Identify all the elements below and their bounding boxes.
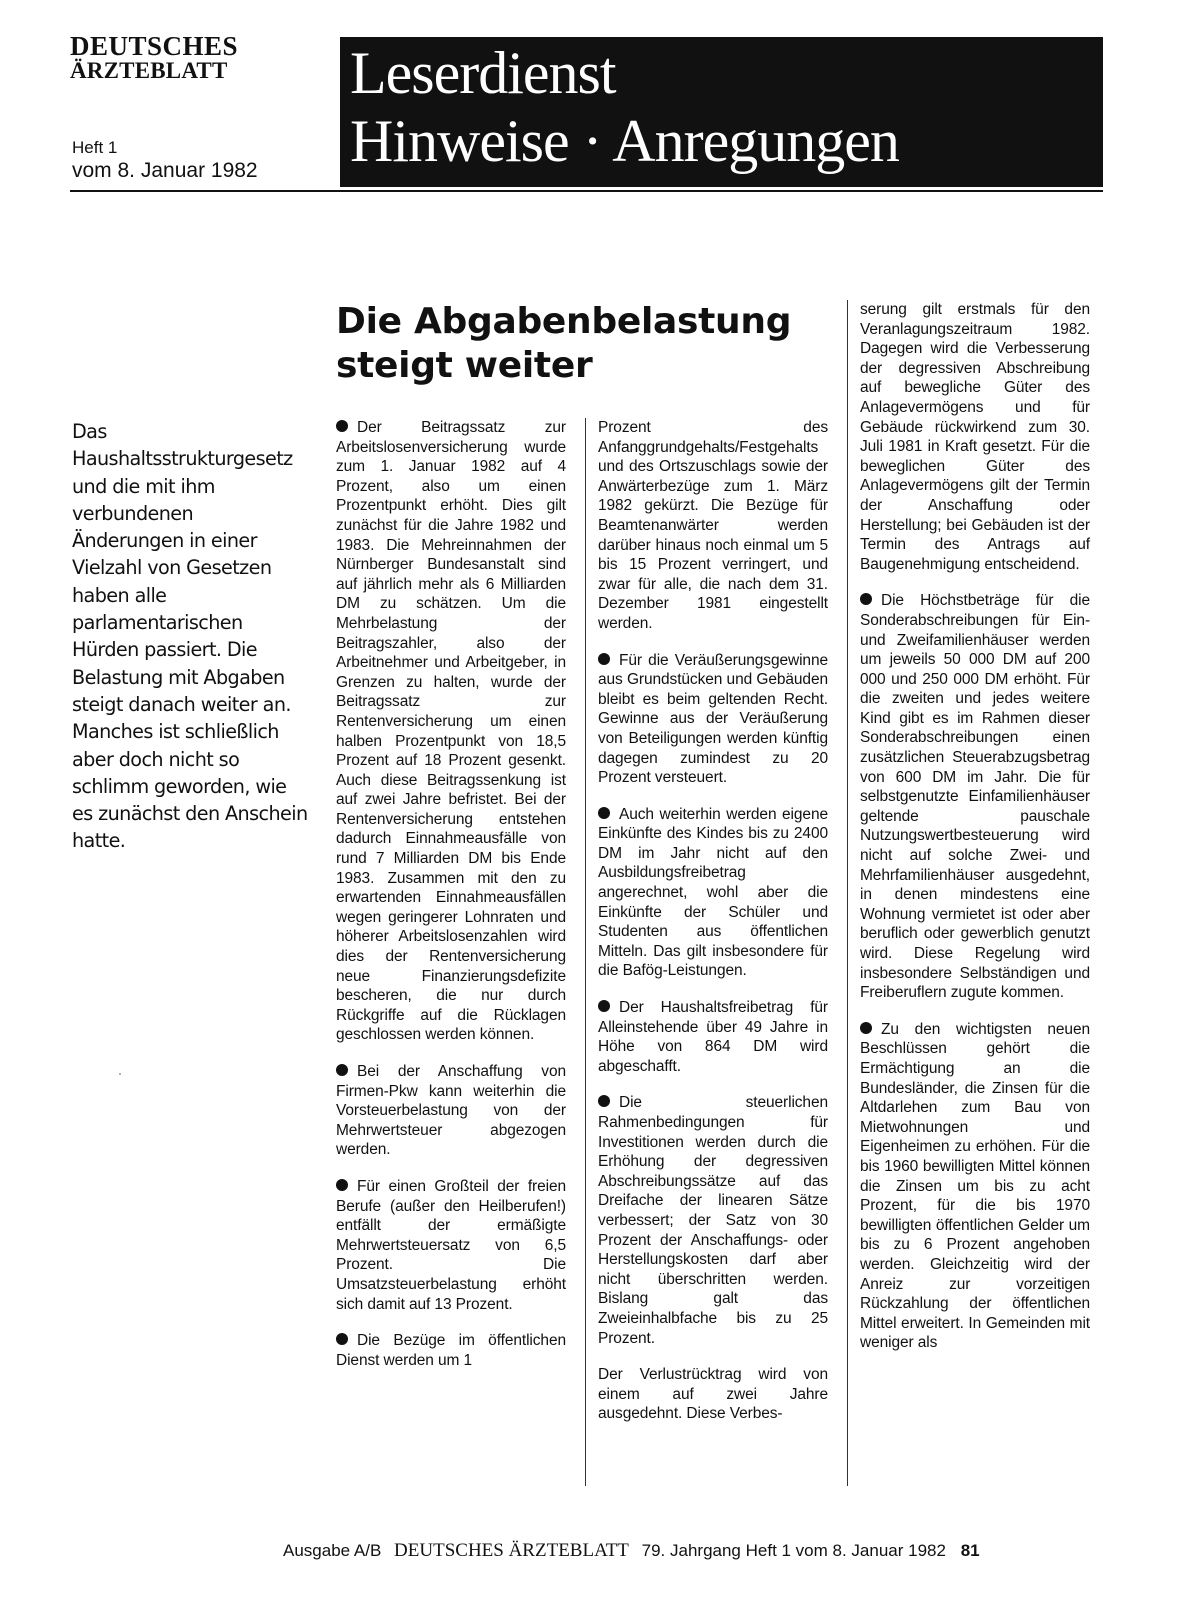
footer-issue: 79. Jahrgang Heft 1 vom 8. Januar 1982 [641,1541,946,1560]
paragraph: Der Verlustrücktrag wird von einem auf zwei Jahre ausgedehnt. Diese Verbes- [598,1366,828,1423]
paragraph: Die Höchstbeträge für die Sonderabschreibungen für Ein- und Zweifamilienhäuser werden um jeweils 50 000 DM auf 200 000 und 250 000 DM erhöht. Für die zweiten und jedes weitere Kind gibt es im Rahmen dieser Sonderabschreibungen einen zusätzlichen Steuerabzugsbetrag von 600 DM im Jahr. Die für selbstgenutzte Einfamilienhäuser geltende pauschale Nutzungswertbesteuerung wird nicht auf solche Zwei- und Mehrfamilienhäuser ausgedehnt, in denen mindestens eine Wohnung vermietet ist oder aber beruflich oder gewerblich genutzt wird. Diese Regelung wird insbesondere Selbständigen und Freiberuflern zugute kommen. [860,592,1090,1002]
bullet-icon [336,1179,348,1191]
footer-edition: Ausgabe A/B [283,1541,382,1560]
section-banner [340,37,1103,187]
column-divider-1 [585,418,586,1486]
print-speck [119,1073,121,1075]
article-lead: Das Haushaltsstrukturgesetz und die mit ihm verbundenen Änderungen in einer Vielzahl von Gesetzen haben alle parlamentarischen Hürden passiert. Die Belastung mit Abgaben steigt danach weiter an. Manches ist schließlich aber doch nicht so schlimm geworden, wie es zunächst den Anschein hatte. [72,420,308,853]
footer-magazine: DEUTSCHES ÄRZTEBLATT [394,1540,629,1561]
issue-heft: Heft 1 [72,138,118,157]
bullet-icon [860,593,872,605]
bullet-icon [336,1333,348,1345]
column-divider-2 [847,300,848,1486]
paragraph: Zu den wichtigsten neuen Beschlüssen gehört die Ermächtigung an die Bundesländer, die Zinsen für die Altdarlehen zum Bau von Mietwohnungen und Eigenheimen zu erhöhen. Für die bis 1960 bewilligten Mittel können die Zinsen um bis zu acht Prozent, für die bis 1970 bewilligten öffentlichen Gelder um bis zu 6 Prozent angehoben werden. Gleichzeitig wird der Anreiz zur vorzeitigen Rückzahlung der öffentlichen Mittel erweitert. In Gemeinden mit weniger als [860,1020,1090,1352]
paragraph: Der Haushaltsfreibetrag für Alleinstehende über 49 Jahre in Höhe von 864 DM wird abgeschafft. [598,999,828,1075]
article-headline: Die Abgabenbelastung steigt weiter [336,301,792,386]
article-column-1 [336,418,566,1387]
paragraph: Der Beitragssatz zur Arbeitslosenversicherung wurde zum 1. Januar 1982 auf 4 Prozent, also um einen Prozentpunkt erhöht. Dies gilt zunächst für die Jahre 1982 und 1983. Die Mehreinnahmen der Nürnberger Bundesanstalt sind auf jährlich mehr als 6 Milliarden DM zu schätzen. Um die Mehrbelastung der Beitragszahler, also der Arbeitnehmer und Arbeitgeber, in Grenzen zu halten, wurde der Beitragssatz zur Rentenversicherung um einen halben Prozentpunkt von 18,5 Prozent auf 18 Prozent gesenkt. Auch diese Beitragssenkung ist auf zwei Jahre befristet. Bei der Rentenversicherung entstehen dadurch Einnahmeausfälle von rund 7 Milliarden DM bis Ende 1983. Zusammen mit den zu erwartenden Einnahmeausfällen wegen geringerer Lohnraten und höherer Arbeitslosenzahlen wird dies der Rentenversicherung neue Finanzierungsdefizite bescheren, die nur durch Rückgriffe auf die Rücklagen geschlossen werden können. [336,419,566,1044]
bullet-icon [598,653,610,665]
issue-date: vom 8. Januar 1982 [72,159,258,183]
issue-info [72,138,258,184]
banner-line2: Hinweise · Anregungen [350,108,899,174]
article-column-2 [598,418,828,1441]
banner-line1: Leserdienst [350,40,616,106]
paragraph: Die Bezüge im öffentlichen Dienst werden um 1 [336,1332,566,1369]
bullet-icon [860,1022,872,1034]
bullet-icon [336,1064,348,1076]
paragraph: Die steuerlichen Rahmenbedingungen für Investitionen werden durch die Erhöhung der degressiven Abschreibungssätze auf das Dreifache der linearen Sätze verbessert; der Satz von 30 Prozent der Anschaffungs- oder Herstellungskosten darf aber nicht überschritten werden. Bislang galt das Zweieinhalbfache bis zu 25 Prozent. [598,1094,828,1347]
bullet-icon [598,1000,610,1012]
bullet-icon [598,807,610,819]
paragraph: Für einen Großteil der freien Berufe (außer den Heilberufen!) entfällt der ermäßigte Mehrwertsteuersatz von 6,5 Prozent. Die Umsatzsteuerbelastung erhöht sich damit auf 13 Prozent. [336,1177,566,1313]
paragraph: Bei der Anschaffung von Firmen-Pkw kann weiterhin die Vorsteuerbelastung von der Mehrwertsteuer abgezogen werden. [336,1063,566,1159]
paragraph: serung gilt erstmals für den Veranlagungszeitraum 1982. Dagegen wird die Verbesserung der degressiven Abschreibung auf bewegliche Güter des Anlagevermögens und für Gebäude rückwirkend zum 30. Juli 1981 in Kraft gesetzt. Für die beweglichen Güter des Anlagevermögens gilt der Termin der Anschaffung oder Herstellung; bei Gebäuden ist der Termin des Antrags auf Baugenehmigung entscheidend. [860,301,1090,573]
masthead-line2: ÄRZTEBLATT [70,57,228,83]
page-footer [283,1540,980,1562]
paragraph: Prozent des Anfanggrundgehalts/Festgehalts und des Ortszuschlags sowie der Anwärterbezüge zum 1. März 1982 gekürzt. Die Bezüge für Beamtenanwärter werden darüber hinaus noch einmal um 5 bis 15 Prozent verringert, und zwar für alle, die nach dem 31. Dezember 1981 eingestellt werden. [598,419,828,632]
header-rule [70,190,1103,192]
article-column-3 [860,300,1090,1370]
bullet-icon [598,1095,610,1107]
bullet-icon [336,420,348,432]
paragraph: Auch weiterhin werden eigene Einkünfte des Kindes bis zu 2400 DM im Jahr nicht auf den Ausbildungsfreibetrag angerechnet, wohl aber die Einkünfte der Schüler und Studenten aus öffentlichen Mitteln. Das gilt insbesondere für die Bafög-Leistungen. [598,805,828,980]
paragraph: Für die Veräußerungsgewinne aus Grundstücken und Gebäuden bleibt es beim geltenden Recht. Gewinne aus der Veräußerung von Beteiligungen werden künftig dagegen zumindest zu 20 Prozent versteuert. [598,651,828,787]
masthead-line1: DEUTSCHES [70,31,239,61]
page-number: 81 [960,1541,980,1560]
masthead-logo [70,31,310,83]
